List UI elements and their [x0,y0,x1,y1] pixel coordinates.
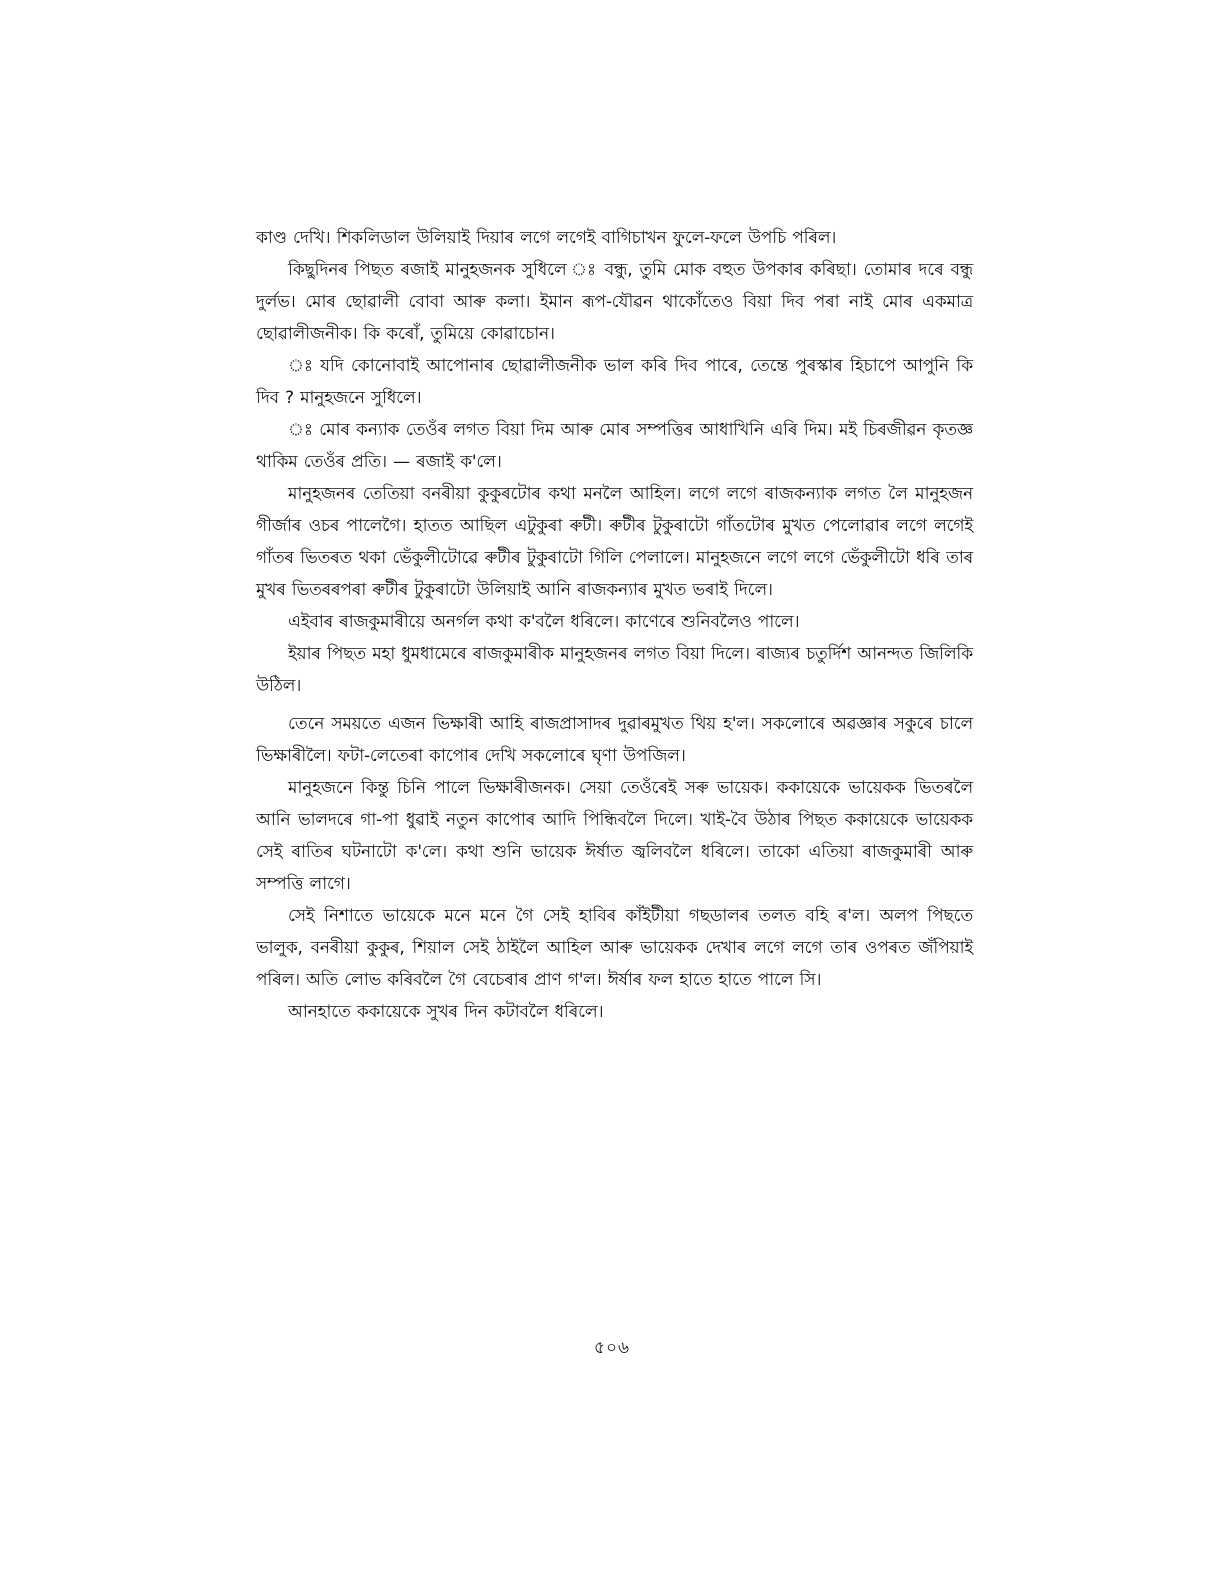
paragraph-11: আনহাতে ককায়েকে সুখৰ দিন কটাবলৈ ধৰিলে। [288,1002,604,1022]
paragraph-8: তেনে সময়তে এজন ভিক্ষাৰী আহি ৰাজপ্ৰাসাদৰ দুৱাৰমুখত থিয় হ'ল। সকলোৰে অৱজ্ঞাৰ সকুৰে চালে ভিক্ষাৰীলৈ। ফটা-লেতেৰা কাপোৰ দেখি সকলোৰে ঘৃণা উপজিল। [256,714,973,766]
paragraph-5: মানুহজনৰ তেতিয়া বনৰীয়া কুকুৰটোৰ কথা মনলৈ আহিল। লগে লগে ৰাজকন্যাক লগত লৈ মানুহজন গীৰ্জাৰ ওচৰ পালেগৈ। হাতত আছিল এটুকুৰা ৰুটী। ৰুটীৰ টুকুৰাটো গাঁতটোৰ মুখত পেলোৱাৰ লগে লগেই গাঁতৰ ভিতৰত থকা ভেঁকুলীটোৱে ৰুটীৰ টুকুৰাটো গিলি পেলালে। মানুহজনে লগে লগে ভেঁকুলীটো ধৰি তাৰ মুখৰ ভিতৰৰপৰা ৰুটীৰ টুকুৰাটো উলিয়াই আনি ৰাজকন্যাৰ মুখত ভৰাই দিলে। [256,484,973,600]
paragraph-4: ঃ মোৰ কন্যাক তেওঁৰ লগত বিয়া দিম আৰু মোৰ সম্পত্তিৰ আধাখিনি এৰি দিম। মই চিৰজীৱন কৃতজ্ঞ থাকিম তেওঁৰ প্ৰতি। — ৰজাই ক'লে। [256,420,973,472]
paragraph-9: মানুহজনে কিন্তু চিনি পালে ভিক্ষাৰীজনক। সেয়া তেওঁৰেই সৰু ভায়েক। ককায়েকে ভায়েকক ভিতৰলৈ আনি ভালদৰে গা-পা ধুৱাই নতুন কাপোৰ আদি পিন্ধিবলৈ দিলে। খাই-বৈ উঠাৰ পিছত ককায়েকে ভায়েকক সেই ৰাতিৰ ঘটনাটো ক'লে। কথা শুনি ভায়েক ঈৰ্ষাত জ্বলিবলৈ ধৰিলে। তাকো এতিয়া ৰাজকুমাৰী আৰু সম্পত্তি লাগে। [256,778,973,894]
paragraph-3: ঃ যদি কোনোবাই আপোনাৰ ছোৱালীজনীক ভাল কৰি দিব পাৰে, তেন্তে পুৰস্কাৰ হিচাপে আপুনি কি দিব ? মানুহজনে সুধিলে। [256,356,973,408]
paragraph-10: সেই নিশাতে ভায়েকে মনে মনে গৈ সেই হাবিৰ কাঁইটীয়া গছডালৰ তলত বহি ৰ'ল। অলপ পিছতে ভালুক, বনৰীয়া কুকুৰ, শিয়াল সেই ঠাইলৈ আহিল আৰু ভায়েকক দেখাৰ লগে লগে তাৰ ওপৰত জঁপিয়াই পৰিল। অতি লোভ কৰিবলৈ গৈ বেচেৰাৰ প্ৰাণ গ'ল। ঈৰ্ষাৰ ফল হাতে হাতে পালে সি। [256,906,973,990]
paragraph-7: ইয়াৰ পিছত মহা ধুমধামেৰে ৰাজকুমাৰীক মানুহজনৰ লগত বিয়া দিলে। ৰাজ্যৰ চতুৰ্দিশ আনন্দত জিলিকি উঠিল। [256,644,973,696]
page-number: ৫০৬ [593,1338,631,1358]
paragraph-2: কিছুদিনৰ পিছত ৰজাই মানুহজনক সুধিলে ঃ বন্ধু, তুমি মোক বহুত উপকাৰ কৰিছা। তোমাৰ দৰে বন্ধু দুৰ্লভ। মোৰ ছোৱালী বোবা আৰু কলা। ইমান ৰূপ-যৌৱন থাকোঁতেও বিয়া দিব পৰা নাই মোৰ একমাত্ৰ ছোৱালীজনীক। কি কৰোঁ, তুমিয়ে কোৱাচোন। [256,260,973,344]
story-text [256,222,973,1028]
paragraph-6: এইবাৰ ৰাজকুমাৰীয়ে অনৰ্গল কথা ক'বলৈ ধৰিলে। কাণেৰে শুনিবলৈও পালে। [288,612,800,632]
paragraph-1: কাণ্ড দেখি। শিকলিডাল উলিয়াই দিয়াৰ লগে লগেই বাগিচাখন ফুলে-ফলে উপচি পৰিল। [256,228,837,248]
